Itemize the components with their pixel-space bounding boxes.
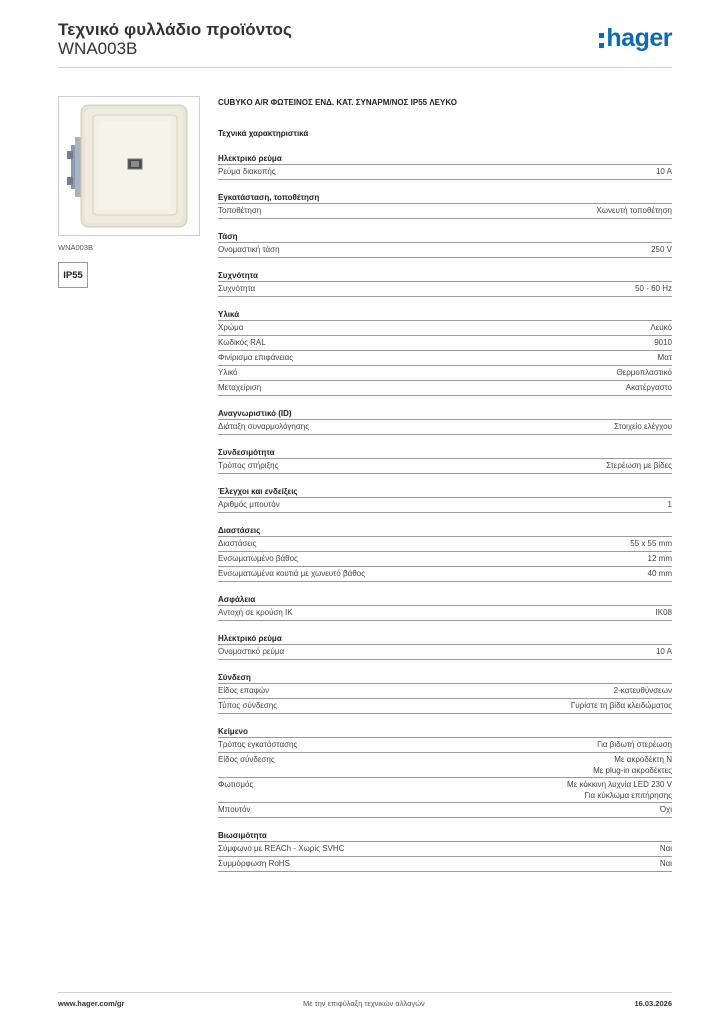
footer-date: 16.03.2026 bbox=[634, 999, 672, 1008]
spec-label: Αντοχή σε κρούση ΙΚ bbox=[218, 608, 293, 617]
section-title: Συχνότητα bbox=[218, 269, 672, 282]
spec-value: Ματ bbox=[657, 353, 672, 362]
spec-row bbox=[218, 857, 672, 872]
spec-value: Για βιδωτή στερέωση bbox=[597, 740, 672, 749]
product-image bbox=[58, 96, 200, 236]
spec-section bbox=[218, 524, 672, 582]
section-title: Συνδεσιμότητα bbox=[218, 446, 672, 459]
spec-value: Με ακροδέκτη N Με plug-in ακροδέκτες bbox=[593, 755, 672, 775]
spec-label: Μεταχείριση bbox=[218, 383, 262, 392]
switch-image bbox=[59, 97, 201, 237]
section-title: Ασφάλεια bbox=[218, 593, 672, 606]
hager-logo bbox=[599, 22, 672, 54]
spec-section bbox=[218, 485, 672, 513]
spec-label: Τοποθέτηση bbox=[218, 206, 262, 215]
spec-label: Διαστάσεις bbox=[218, 539, 257, 548]
spec-row bbox=[218, 842, 672, 857]
spec-section bbox=[218, 191, 672, 219]
spec-value: Με κόκκινη λυχνία LED 230 V Για κύκλωμα επιτήρησης bbox=[567, 780, 672, 800]
spec-row bbox=[218, 567, 672, 582]
section-title: Ηλεκτρικό ρεύμα bbox=[218, 152, 672, 165]
page-header bbox=[58, 20, 672, 68]
spec-label: Τρόπος στήριξης bbox=[218, 461, 279, 470]
specs-heading: Τεχνικά χαρακτηριστικά bbox=[218, 129, 309, 138]
footer-website[interactable]: www.hager.com/gr bbox=[58, 999, 125, 1008]
product-code: WNA003B bbox=[58, 39, 138, 58]
spec-row bbox=[218, 699, 672, 714]
spec-value: Ναι bbox=[659, 859, 672, 868]
spec-label: Ρεύμα διακοπής bbox=[218, 167, 276, 176]
spec-row bbox=[218, 165, 672, 180]
spec-label: Είδος σύνδεσης bbox=[218, 755, 275, 764]
spec-row bbox=[218, 366, 672, 381]
spec-value: 10 A bbox=[655, 167, 672, 176]
spec-label: Διάταξη συναρμολόγησης bbox=[218, 422, 310, 431]
section-title: Κείμενο bbox=[218, 725, 672, 738]
spec-value: Χωνευτή τοποθέτηση bbox=[596, 206, 672, 215]
section-title: Τάση bbox=[218, 230, 672, 243]
logo-dots-icon bbox=[599, 33, 604, 48]
spec-value: Λευκό bbox=[650, 323, 672, 332]
spec-label: Κωδικός RAL bbox=[218, 338, 266, 347]
spec-value: IK08 bbox=[655, 608, 672, 617]
spec-row bbox=[218, 381, 672, 396]
image-caption: WNA003B bbox=[58, 243, 94, 252]
spec-label: Φωτισμός bbox=[218, 780, 254, 789]
product-title: CUBYKO A/R ΦΩΤΕΙΝΟΣ ΕΝΔ. ΚΑΤ. ΣΥΝΑΡΜ/ΝΟΣ IP55 ΛΕΥΚΟ bbox=[218, 98, 457, 107]
spec-value: Στοιχείο ελέγχου bbox=[614, 422, 672, 431]
spec-section bbox=[218, 593, 672, 621]
spec-value: 1 bbox=[667, 500, 672, 509]
spec-value: Ακατέργαστο bbox=[625, 383, 672, 392]
spec-value: Γυρίστε τη βίδα κλειδώματος bbox=[570, 701, 672, 710]
spec-value: 50 - 60 Hz bbox=[635, 284, 672, 293]
spec-row bbox=[218, 243, 672, 258]
section-title: Βιωσιμότητα bbox=[218, 829, 672, 842]
spec-row bbox=[218, 459, 672, 474]
spec-section bbox=[218, 269, 672, 297]
spec-row bbox=[218, 321, 672, 336]
spec-section bbox=[218, 230, 672, 258]
spec-row bbox=[218, 778, 672, 803]
spec-content bbox=[218, 96, 672, 883]
spec-value: 9010 bbox=[654, 338, 672, 347]
spec-row bbox=[218, 498, 672, 513]
spec-value: 12 mm bbox=[647, 554, 672, 563]
spec-value: Θερμοπλαστικό bbox=[616, 368, 672, 377]
spec-section bbox=[218, 308, 672, 396]
spec-row bbox=[218, 537, 672, 552]
section-title: Έλεγχοι και ενδείξεις bbox=[218, 485, 672, 498]
logo-text: hager bbox=[606, 23, 672, 52]
spec-row bbox=[218, 645, 672, 660]
spec-value: Όχι bbox=[659, 805, 672, 814]
spec-row bbox=[218, 606, 672, 621]
spec-row bbox=[218, 282, 672, 297]
spec-row bbox=[218, 684, 672, 699]
spec-section bbox=[218, 632, 672, 660]
spec-label: Φινίρισμα επιφάνειας bbox=[218, 353, 294, 362]
spec-value: Ναι bbox=[659, 844, 672, 853]
section-title: Υλικά bbox=[218, 308, 672, 321]
spec-row bbox=[218, 803, 672, 818]
spec-value: Στερέωση με βίδες bbox=[606, 461, 672, 470]
spec-label: Σύμφωνο με REACh - Χωρίς SVHC bbox=[218, 844, 345, 853]
spec-section bbox=[218, 446, 672, 474]
ip-rating-badge: IP55 bbox=[58, 262, 88, 288]
spec-section bbox=[218, 829, 672, 872]
spec-row bbox=[218, 336, 672, 351]
spec-row bbox=[218, 351, 672, 366]
spec-label: Ενσωματωμένα κουτιά με χωνευτό βάθος bbox=[218, 569, 365, 578]
spec-label: Συχνότητα bbox=[218, 284, 256, 293]
spec-value: 40 mm bbox=[647, 569, 672, 578]
section-title: Διαστάσεις bbox=[218, 524, 672, 537]
spec-label: Είδος επαφών bbox=[218, 686, 270, 695]
spec-value: 10 A bbox=[655, 647, 672, 656]
spec-label: Τύπος σύνδεσης bbox=[218, 701, 278, 710]
section-title: Ηλεκτρικό ρεύμα bbox=[218, 632, 672, 645]
spec-value: 250 V bbox=[651, 245, 672, 254]
spec-label: Συμμόρφωση RoHS bbox=[218, 859, 290, 868]
spec-row bbox=[218, 204, 672, 219]
section-title: Σύνδεση bbox=[218, 671, 672, 684]
spec-label: Τρόπος εγκατάστασης bbox=[218, 740, 298, 749]
spec-row bbox=[218, 420, 672, 435]
spec-label: Χρώμα bbox=[218, 323, 244, 332]
spec-label: Μπουτόν bbox=[218, 805, 251, 814]
section-title: Αναγνωριστικό (ID) bbox=[218, 407, 672, 420]
spec-row bbox=[218, 753, 672, 778]
page-footer bbox=[58, 992, 672, 1010]
spec-value: 2-κατευθύνσεων bbox=[613, 686, 672, 695]
spec-row bbox=[218, 738, 672, 753]
spec-label: Υλικό bbox=[218, 368, 238, 377]
spec-label: Ενσωματωμένο βάθος bbox=[218, 554, 298, 563]
spec-section bbox=[218, 152, 672, 180]
spec-value: 55 x 55 mm bbox=[630, 539, 672, 548]
spec-label: Ονομαστική τάση bbox=[218, 245, 280, 254]
spec-row bbox=[218, 552, 672, 567]
section-title: Εγκατάσταση, τοποθέτηση bbox=[218, 191, 672, 204]
footer-disclaimer: Με την επιφύλαξη τεχνικών αλλαγών bbox=[303, 999, 425, 1008]
spec-sections bbox=[218, 152, 672, 872]
spec-label: Αριθμός μπουτόν bbox=[218, 500, 280, 509]
spec-section bbox=[218, 671, 672, 714]
document-title: Τεχνικό φυλλάδιο προϊόντος bbox=[58, 20, 292, 39]
spec-section bbox=[218, 725, 672, 818]
spec-section bbox=[218, 407, 672, 435]
spec-label: Ονομαστικό ρεύμα bbox=[218, 647, 285, 656]
